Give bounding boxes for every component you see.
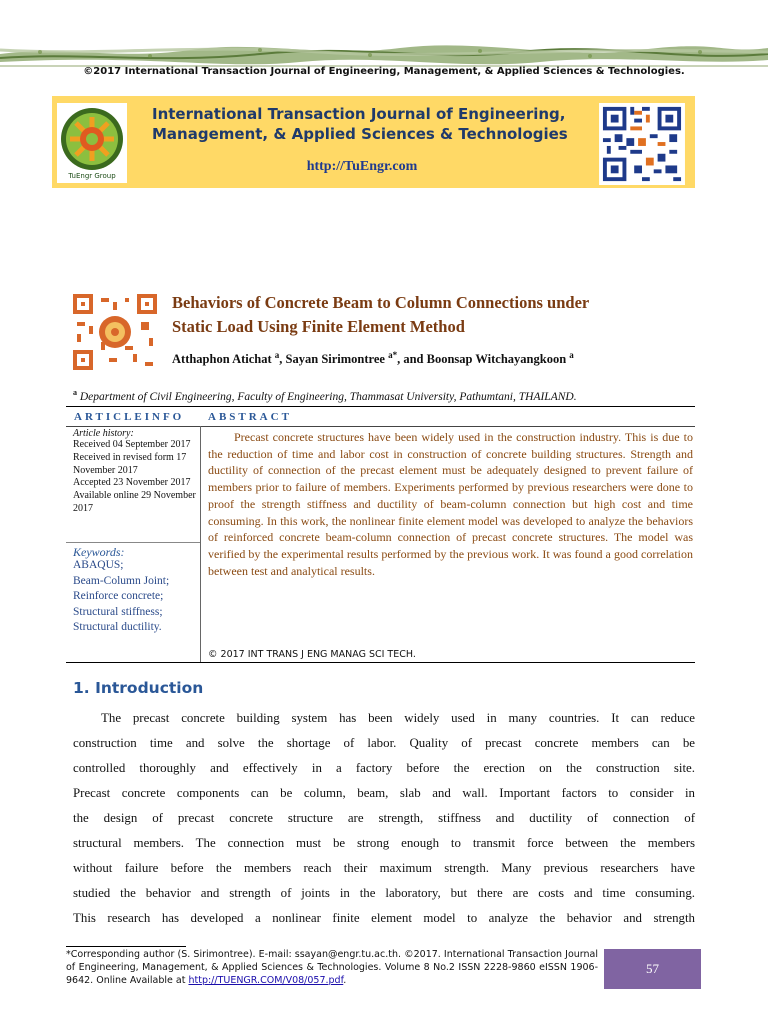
- keyword: Structural stiffness;: [73, 605, 163, 618]
- keywords-list: [73, 558, 203, 636]
- abstract-heading: ABSTRACT: [208, 411, 292, 423]
- paper-title: [172, 291, 712, 339]
- box-rule-top: [66, 406, 695, 407]
- journal-copyright-line: ©2017 International Transaction Journal of Engineering, Management, & Applied Sciences & Technologies.: [83, 66, 685, 77]
- introduction-paragraph: [73, 706, 695, 931]
- paper-title-line2: Static Load Using Finite Element Method: [172, 317, 465, 336]
- history-entry: Received in revised form 17 November 2017: [73, 451, 187, 476]
- page-number-badge: 57: [604, 949, 701, 989]
- journal-url-link[interactable]: http://TuEngr.com: [306, 159, 418, 174]
- journal-title: [152, 104, 582, 144]
- keyword: Beam-Column Joint;: [73, 574, 170, 587]
- paragraph-line: without failure before the members reach their maximum strength. Many previous researchers have: [73, 861, 695, 875]
- keywords-rule: [66, 542, 200, 543]
- author-affiliation-mark: a: [569, 350, 574, 360]
- author-name: Boonsap Witchayangkoon: [426, 352, 567, 367]
- history-entry: Available online 29 November 2017: [73, 490, 196, 514]
- paper-title-line1: Behaviors of Concrete Beam to Column Connections under: [172, 293, 590, 312]
- box-rule-middle: [66, 426, 695, 427]
- history-entry: Accepted 23 November 2017: [73, 477, 191, 489]
- abstract-text: Precast concrete structures have been widely used in the construction industry. This is due to the reduction of time and labor cost in construction of concrete building structures. Strength and ductility of connection of the precast element must be adequately designed to prevent failure of members prior to failure of members. Experiments performed by previous researchers were done to proof the strength stiffness and ductility of beam-column connection but high cost and time consuming. In this work, the nonlinear finite element model was developed to analyze the behaviors of reinforced concrete beam-column connection of precast concrete structures. The model was verified by the experimental results performed by the previous work. It was found a good correlation between test and analytical results.: [208, 430, 693, 578]
- author-affiliation-mark: a*: [388, 350, 398, 360]
- logo-caption: TuEngr Group: [68, 172, 116, 180]
- keyword: Structural ductility.: [73, 621, 162, 633]
- author-separator: ,: [279, 352, 286, 367]
- paragraph-line: The precast concrete building system has been widely used in many countries. It can reduce: [101, 711, 695, 725]
- footnote-rule: [66, 946, 186, 947]
- author-name: Atthaphon Atichat: [172, 352, 272, 367]
- paragraph-line: structural members. The connection must be strong enough to transmit force between the members: [73, 836, 695, 850]
- paragraph-line: studied the behavior and strength of joints in the laboratory, but there are costs and time consuming.: [73, 886, 695, 900]
- qr-code-icon: [598, 103, 686, 185]
- abstract-copyright: © 2017 INT TRANS J ENG MANAG SCI TECH.: [208, 649, 416, 660]
- affiliation: [73, 388, 713, 403]
- paragraph-line: controlled thoroughly and effectively in a factory before the erection on the construction site.: [73, 761, 695, 775]
- affiliation-text: Department of Civil Engineering, Faculty of Engineering, Thammasat University, Pathumtani, THAILAND.: [79, 390, 577, 403]
- paragraph-line: Precast concrete components can be column, beam, slab and wall. Important factors to consider in: [73, 786, 695, 800]
- introduction-heading: 1. Introduction: [73, 679, 204, 697]
- journal-title-line1: International Transaction Journal of Engineering,: [152, 105, 566, 123]
- article-history: [73, 439, 199, 516]
- corresponding-author-footnote: [66, 949, 598, 987]
- footnote-text: *Corresponding author (S. Sirimontree). E-mail: ssayan@engr.tu.ac.th. ©2017. International Transaction Journal of Engineering, Management, & Applied Sciences & Technologies. Volume 8 No.2 ISSN 2228-9860 eISSN 1906-9642. Online Available at: [66, 949, 598, 986]
- article-info-heading: ARTICLEINFO: [74, 411, 185, 423]
- history-entry: Received 04 September 2017: [73, 439, 191, 450]
- author-list: [172, 350, 712, 367]
- author-name: Sayan Sirimontree: [285, 352, 385, 367]
- paper-qr-code-icon: [73, 294, 157, 370]
- author-affiliation-mark: a: [274, 350, 280, 360]
- keyword: ABAQUS;: [73, 559, 124, 571]
- author-separator: , and: [397, 352, 427, 367]
- footnote-end: .: [343, 974, 347, 986]
- paragraph-line: This research has developed a nonlinear finite element model to analyze the behavior and strength: [73, 911, 695, 925]
- keyword: Reinforce concrete;: [73, 590, 164, 602]
- paragraph-line: the design of precast concrete structure are strength, stiffness and ductility of connection of: [73, 811, 695, 825]
- tuengr-logo-icon: [57, 103, 127, 183]
- affiliation-mark: a: [73, 388, 77, 397]
- journal-title-line2: Management, & Applied Sciences & Technologies: [152, 125, 568, 143]
- article-history-title: Article history:: [73, 428, 134, 439]
- article-pdf-link[interactable]: http://TUENGR.COM/V08/057.pdf: [188, 974, 344, 986]
- keywords-title: Keywords:: [73, 545, 125, 559]
- box-rule-bottom: [66, 662, 695, 663]
- paragraph-line: construction time and solve the shortage of labor. Quality of precast concrete members can be: [73, 736, 695, 750]
